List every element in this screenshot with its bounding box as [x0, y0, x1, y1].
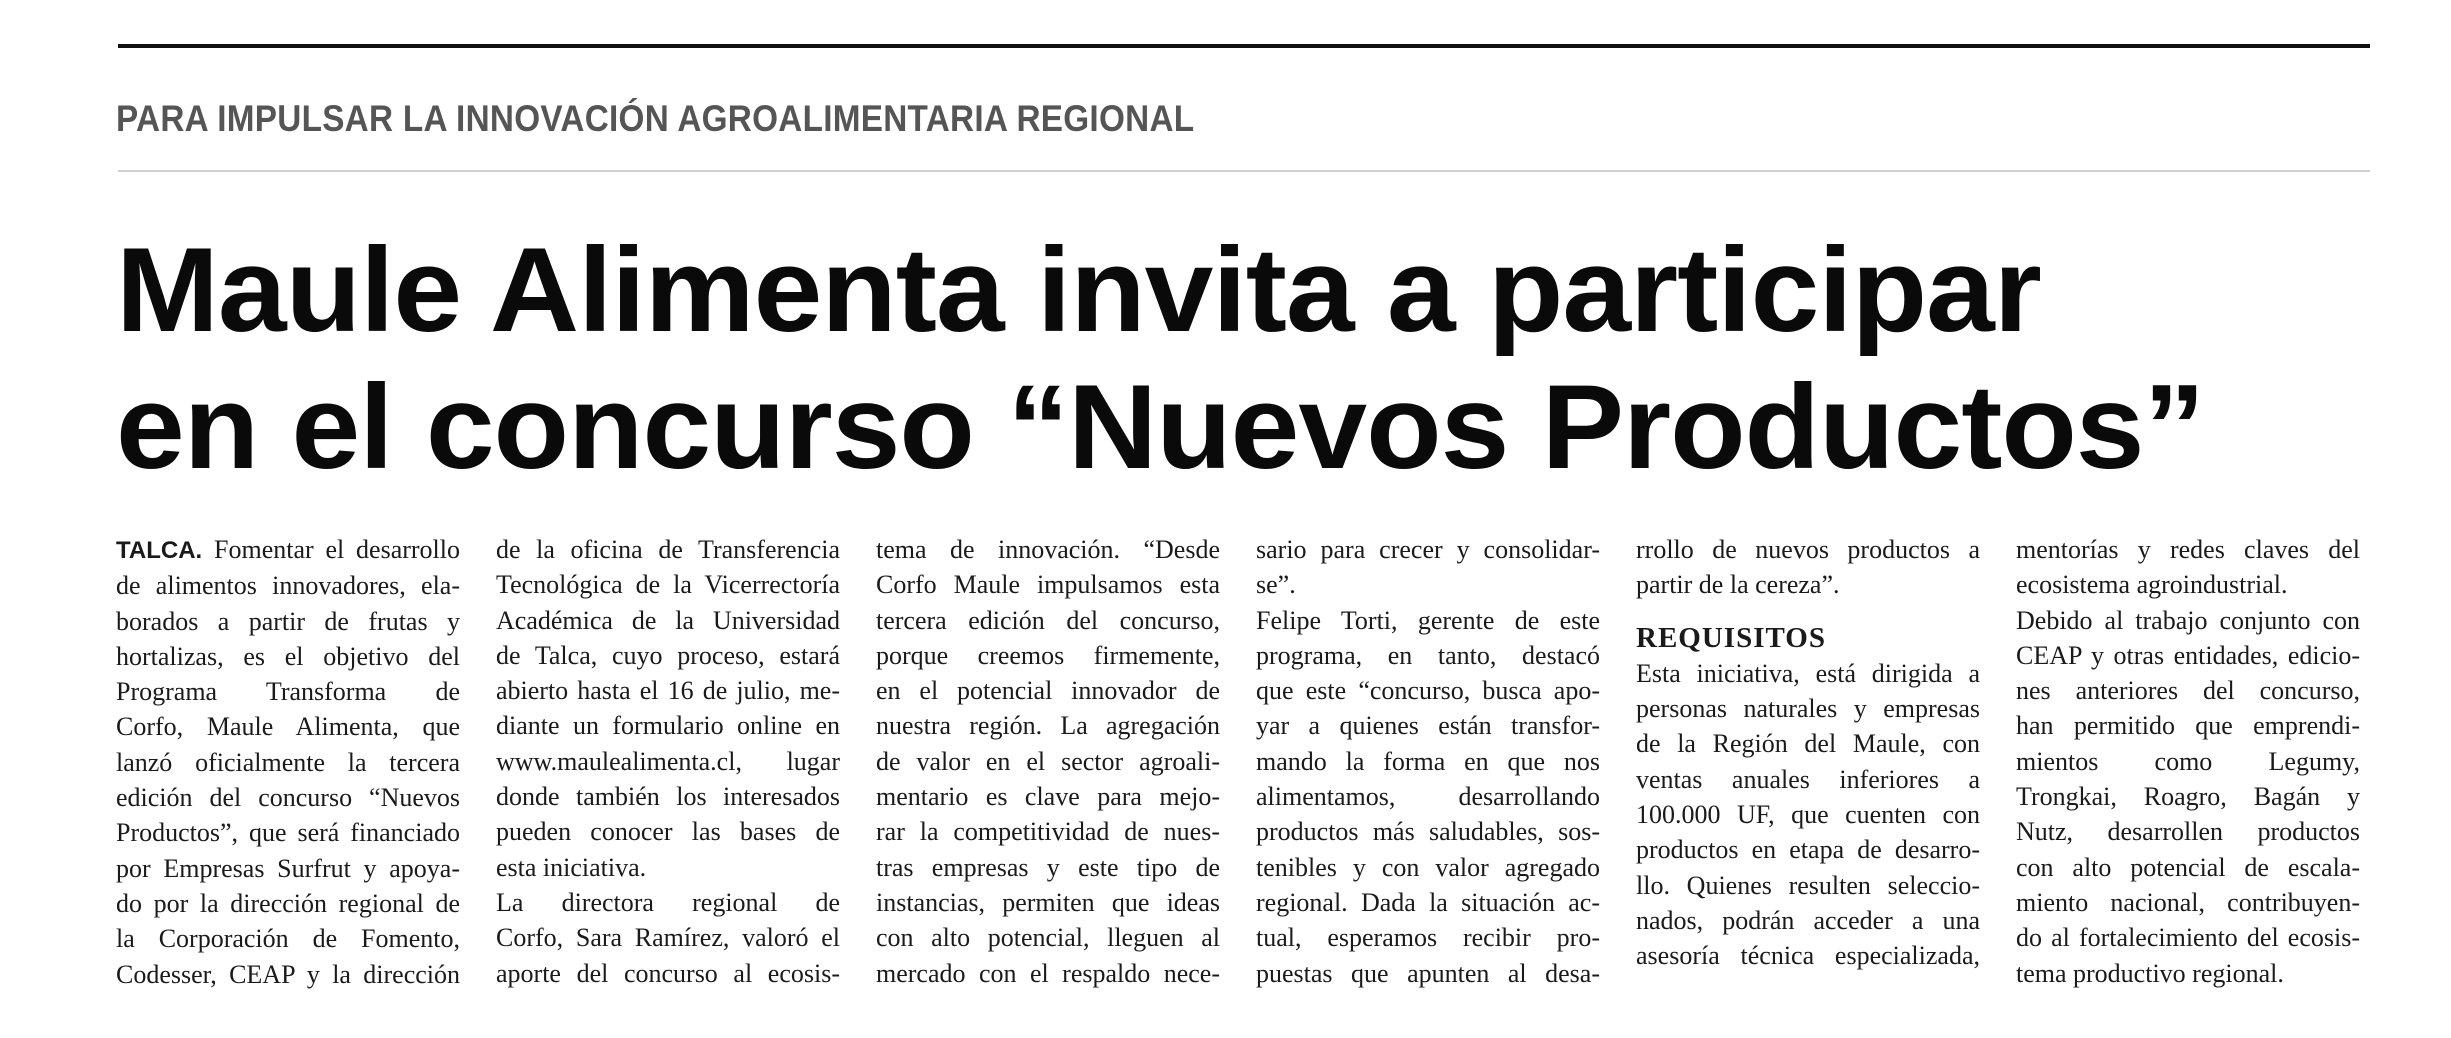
body-line: Esta iniciativa, está dirigida a	[1636, 658, 1980, 688]
kicker: PARA IMPULSAR LA INNOVACIÓN AGROALIMENTARIA REGIONAL	[116, 98, 1195, 139]
body-line: con alto potencial, lleguen al	[876, 923, 1220, 953]
body-line: CEAP y otras entidades, edicio-	[2016, 640, 2360, 670]
body-line: borados a partir de frutas y	[116, 606, 460, 636]
body-line: por Empresas Surfrut y apoya-	[116, 853, 460, 883]
body-line: Corfo, Sara Ramírez, valoró el	[496, 923, 840, 953]
body-line: tema productivo regional.	[2016, 958, 2284, 988]
body-line: aporte del concurso al ecosis-	[496, 958, 840, 988]
body-line: puestas que apunten al desa-	[1256, 958, 1600, 988]
body-line: nados, podrán acceder a una	[1636, 905, 1980, 935]
headline-line-1: Maule Alimenta invita a participar	[116, 223, 2041, 357]
body-line: ventas anuales inferiores a	[1636, 764, 1980, 794]
body-line: ecosistema agroindustrial.	[2016, 570, 2288, 600]
body-line: de Talca, cuyo proceso, estará	[496, 640, 840, 670]
body-line: abierto hasta el 16 de julio, me-	[496, 676, 840, 706]
body-column-2	[496, 532, 840, 991]
body-line: se”.	[1256, 570, 1296, 600]
body-column-3	[876, 532, 1220, 991]
body-line: sario para crecer y consolidar-	[1256, 535, 1600, 564]
body-line: de alimentos innovadores, ela-	[116, 571, 460, 601]
body-line: de la oficina de Transferencia	[496, 535, 840, 564]
body-line: donde también los interesados	[496, 782, 840, 812]
section-heading: REQUISITOS	[1636, 621, 1826, 654]
body-line-text: Fomentar el desarrollo	[214, 535, 461, 564]
body-line: partir de la cereza”.	[1636, 570, 1840, 600]
body-line: tenibles y con valor agregado	[1256, 852, 1600, 882]
body-line: 100.000 UF, que cuenten con	[1636, 800, 1980, 830]
body-line: diante un formulario online en	[496, 711, 840, 741]
body-line: mando la forma en que nos	[1256, 746, 1600, 776]
body-line: tras empresas y este tipo de	[876, 852, 1220, 882]
body-line: lanzó oficialmente la tercera	[116, 747, 460, 777]
body-line: en el potencial innovador de	[876, 676, 1220, 706]
body-line: personas naturales y empresas	[1636, 694, 1980, 724]
body-line: han permitido que emprendi-	[2016, 711, 2360, 741]
body-line: La directora regional de	[496, 887, 840, 917]
body-line: do por la dirección regional de	[116, 888, 460, 918]
body-line: regional. Dada la situación ac-	[1256, 887, 1600, 917]
body-line: porque creemos firmemente,	[876, 640, 1220, 670]
body-line: nes anteriores del concurso,	[2016, 676, 2360, 706]
body-line: programa, en tanto, destacó	[1256, 640, 1600, 670]
body-line: do al fortalecimiento del ecosis-	[2016, 923, 2360, 953]
kicker-rule	[118, 170, 2370, 172]
body-line: productos más saludables, sos-	[1256, 817, 1600, 847]
headline-line-2: en el concurso “Nuevos Productos”	[116, 360, 2205, 494]
body-line: alimentamos, desarrollando	[1256, 782, 1600, 812]
body-line: pueden conocer las bases de	[496, 817, 840, 847]
body-line: Productos”, que será financiado	[116, 818, 460, 848]
body-line: mientos como Legumy,	[2016, 746, 2360, 776]
body-column-6	[2016, 532, 2360, 991]
body-line: la Corporación de Fomento,	[116, 924, 460, 954]
body-line: rar la competitividad de nues-	[876, 817, 1220, 847]
body-line: edición del concurso “Nuevos	[116, 783, 460, 813]
body-line: Codesser, CEAP y la dirección	[116, 959, 460, 989]
body-line: mentario es clave para mejo-	[876, 782, 1220, 812]
body-line: hortalizas, es el objetivo del	[116, 641, 460, 671]
body-line: Tecnológica de la Vicerrectoría	[496, 570, 840, 600]
body-column-5	[1636, 532, 1980, 974]
body-line: www.maulealimenta.cl, lugar	[496, 746, 840, 776]
body-line: Académica de la Universidad	[496, 605, 840, 635]
body-line: instancias, permiten que ideas	[876, 887, 1220, 917]
body-line: tema de innovación. “Desde	[876, 535, 1220, 564]
body-line: Corfo, Maule Alimenta, que	[116, 712, 460, 742]
body-column-1	[116, 532, 460, 992]
body-line: que este “concurso, busca apo-	[1256, 676, 1600, 706]
body-line: tercera edición del concurso,	[876, 605, 1220, 635]
body-line: de valor en el sector agroali-	[876, 746, 1220, 776]
body-line: Programa Transforma de	[116, 677, 460, 707]
body-line: rrollo de nuevos productos a	[1636, 535, 1980, 564]
top-rule	[118, 44, 2370, 48]
body-line: Felipe Torti, gerente de este	[1256, 605, 1600, 635]
body-line: con alto potencial de escala-	[2016, 852, 2360, 882]
headline	[116, 222, 2204, 496]
body-line: Trongkai, Roagro, Bagán y	[2016, 782, 2360, 812]
body-line: llo. Quienes resulten seleccio-	[1636, 870, 1980, 900]
dateline: TALCA.	[116, 537, 203, 564]
body-line: yar a quienes están transfor-	[1256, 711, 1600, 741]
body-line: nuestra región. La agregación	[876, 711, 1220, 741]
body-line: Debido al trabajo conjunto con	[2016, 605, 2360, 635]
body-line: Nutz, desarrollen productos	[2016, 817, 2360, 847]
body-line: mentorías y redes claves del	[2016, 535, 2360, 564]
body-line: mercado con el respaldo nece-	[876, 958, 1220, 988]
body-line: esta iniciativa.	[496, 852, 647, 882]
body-line: tual, esperamos recibir pro-	[1256, 923, 1600, 953]
body-line: productos en etapa de desarro-	[1636, 835, 1980, 865]
body-column-4	[1256, 532, 1600, 991]
body-line: miento nacional, contribuyen-	[2016, 887, 2360, 917]
body-line: de la Región del Maule, con	[1636, 729, 1980, 759]
body-line: asesoría técnica especializada,	[1636, 941, 1980, 971]
body-line: Corfo Maule impulsamos esta	[876, 570, 1220, 600]
body-line	[116, 532, 460, 568]
